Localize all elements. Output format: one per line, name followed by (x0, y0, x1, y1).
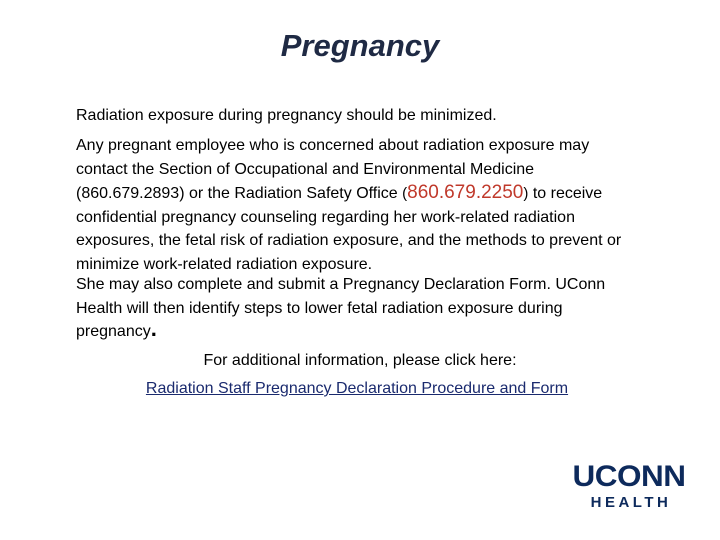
intro-paragraph: Radiation exposure during pregnancy should be minimized. (76, 107, 497, 124)
radiation-safety-phone: 860.679.2250 (407, 182, 524, 203)
page-title: Pregnancy (280, 28, 440, 63)
additional-info-line: For additional information, please click here: (203, 352, 517, 369)
declaration-end-mark: . (150, 316, 157, 341)
contact-text-part1: Any pregnant employee who is concerned about radiation exposure may contact the Section of Occupational and Environmental Medicine (76, 137, 590, 178)
link-container (0, 377, 714, 401)
paren-open: ( (402, 185, 408, 202)
contact-text-part3: to receive confidential pregnancy counseling regarding her work-related radiation exposures, the fetal risk of radiation exposure, and the methods to prevent or minimize work-related radiation exposure. (76, 185, 622, 273)
contact-text-part2: or the Radiation Safety Office (184, 185, 403, 202)
contact-paragraph (76, 134, 644, 276)
occupational-medicine-phone: (860.679.2893) (76, 185, 185, 202)
declaration-text: She may also complete and submit a Pregnancy Declaration Form. UConn Health will then identify steps to lower fetal radiation exposure during pregnancy (76, 276, 606, 340)
logo-bottom-text: HEALTH (590, 494, 672, 511)
logo-top-text: UCONN (572, 460, 686, 493)
declaration-paragraph (76, 273, 644, 344)
uconn-health-logo (570, 462, 688, 512)
paren-close: ) (523, 185, 529, 202)
procedure-form-link[interactable]: Radiation Staff Pregnancy Declaration Procedure and Form (145, 380, 569, 397)
